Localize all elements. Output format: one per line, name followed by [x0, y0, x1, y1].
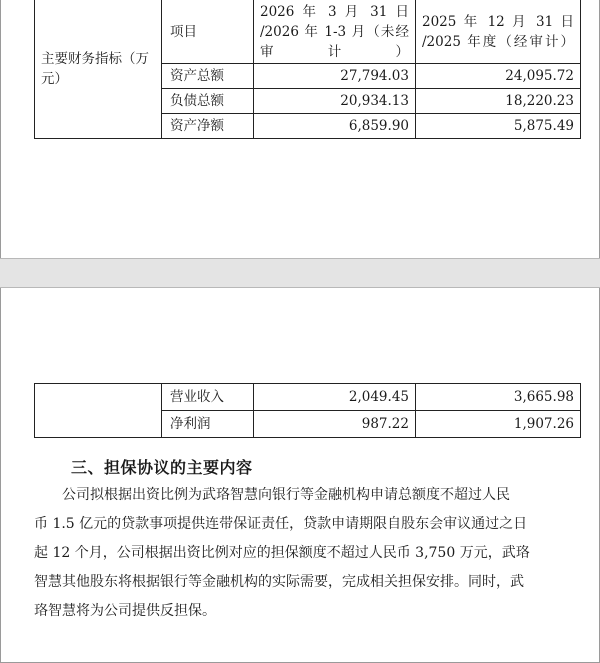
row-value-b-cell: 3,665.98 — [416, 384, 581, 411]
col-a-header-cell: 2026 年 3 月 31 日 /2026 年 1-3 月（未经审计） — [254, 0, 416, 64]
document-page-2 — [0, 288, 600, 663]
paragraph-line: 智慧其他股东将根据银行等金融机构的实际需要，完成相关担保安排。同时，武 — [34, 574, 524, 590]
financial-indicators-table-continued — [34, 383, 581, 438]
table-header-row — [35, 0, 581, 64]
row-value-b-cell: 5,875.49 — [416, 114, 581, 139]
row-item-cell: 负债总额 — [162, 89, 254, 114]
item-header-cell: 项目 — [162, 0, 254, 64]
row-item-cell: 资产净额 — [162, 114, 254, 139]
page-break-gap — [0, 258, 600, 288]
row-item-cell: 资产总额 — [162, 64, 254, 89]
row-value-b-cell: 24,095.72 — [416, 64, 581, 89]
paragraph-line: 公司拟根据出资比例为武珞智慧向银行等金融机构申请总额度不超过人民 — [62, 487, 510, 503]
row-value-a-cell: 2,049.45 — [254, 384, 416, 411]
document-page-1 — [0, 0, 600, 258]
financial-indicators-table — [34, 0, 581, 139]
row-label-cell: 主要财务指标（万元） — [35, 0, 162, 139]
col-b-header-cell: 2025 年 12 月 31 日 /2025 年度（经审计） — [416, 0, 581, 64]
row-value-b-cell: 18,220.23 — [416, 89, 581, 114]
row-value-b-cell: 1,907.26 — [416, 411, 581, 438]
row-item-cell: 净利润 — [162, 411, 254, 438]
table-row — [35, 384, 581, 411]
row-value-a-cell: 6,859.90 — [254, 114, 416, 139]
row-value-a-cell: 27,794.03 — [254, 64, 416, 89]
paragraph-line: 珞智慧将为公司提供反担保。 — [34, 603, 216, 619]
row-value-a-cell: 987.22 — [254, 411, 416, 438]
paragraph-line: 币 1.5 亿元的贷款事项提供连带保证责任，贷款申请期限自股东会审议通过之日 — [34, 516, 528, 532]
row-label-cell-continued — [35, 384, 162, 438]
section-heading: 三、担保协议的主要内容 — [71, 458, 253, 477]
row-value-a-cell: 20,934.13 — [254, 89, 416, 114]
paragraph-line: 起 12 个月，公司根据出资比例对应的担保额度不超过人民币 3,750 万元，武珞 — [34, 545, 530, 561]
row-item-cell: 营业收入 — [162, 384, 254, 411]
body-paragraph — [34, 481, 580, 626]
